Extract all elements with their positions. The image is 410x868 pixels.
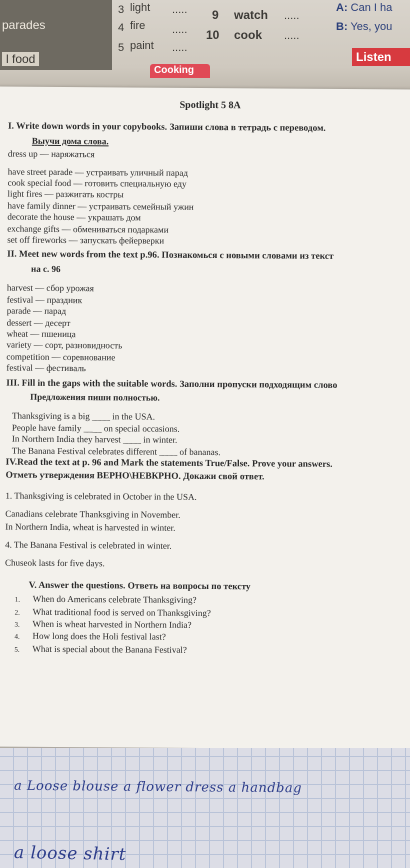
vocab-item: light fires — разжигать костры [7, 189, 124, 200]
vocab-item: dessert — десерт [6, 317, 71, 328]
statement: In Northern India, wheat is harvested in winter. [5, 521, 176, 533]
gap-sentence: People have family ____ on special occasions. [11, 422, 180, 434]
handwritten-line-2: a loose shirt [13, 843, 127, 865]
question-item: 5. What is special about the Banana Festival? [14, 643, 187, 655]
vocab-item: harvest — сбор урожая [6, 282, 94, 294]
task1-word-list [7, 149, 410, 249]
vocab-item: wheat — пшеница [6, 328, 76, 340]
question-item: 2. What traditional food is served on Thanksgiving? [14, 606, 211, 618]
gap-sentence: The Banana Festival celebrates different ____ of bananas. [11, 445, 221, 457]
task2-word-list [6, 283, 410, 377]
statement: 4. The Banana Festival is celebrated in winter. [5, 539, 172, 551]
vocab-item: cook special food — готовить специальную еду [7, 177, 187, 189]
gap-sentence: In Northern India they harvest ____ in winter. [11, 433, 178, 445]
task2-heading-cont: на с. 96 [31, 263, 61, 274]
worksheet-title: Spotlight 5 8A [179, 99, 241, 112]
dialogue-line-a: A: Can I ha [336, 2, 393, 14]
strip-word-paint: paint [130, 40, 154, 52]
question-item: 3. When is wheat harvested in Northern India? [14, 618, 192, 630]
dialogue-box [336, 2, 392, 40]
task5-heading: V. Answer the questions. Ответь на вопросы по тексту [28, 580, 251, 593]
task3-heading-cont: Предложения пиши полностью. [30, 391, 160, 403]
dotted-blank: ..... [284, 30, 300, 42]
vocab-item: exchange gifts — обмениваться подарками [7, 223, 169, 235]
strip-num-5: 5 [118, 42, 125, 54]
task3-heading: III. Fill in the gaps with the suitable words. Заполни пропуски подходящим слово [6, 378, 338, 391]
cooking-tab: Cooking [150, 64, 210, 78]
dialogue-line-b: B: Yes, you [336, 21, 393, 33]
vocab-item: festival — праздник [6, 294, 83, 305]
dotted-blank: ..... [284, 10, 300, 22]
worksheet-paper [0, 87, 410, 750]
strip-word-light: light [130, 2, 151, 14]
task4-heading: IV.Read the text at p. 96 and Mark the statements True/False. Prove your answers. [5, 457, 333, 470]
task4-heading-cont: Отметь утверждения ВЕРНО\НЕВКРНО. Докажи свой ответ. [5, 470, 265, 483]
strip-num-4: 4 [118, 22, 125, 34]
question-item: 1. When do Americans celebrate Thanksgiving? [14, 594, 197, 606]
vocab-item: festival — фестиваль [6, 362, 86, 374]
task1-subheading: Выучи дома слова. [31, 135, 109, 147]
vocab-item: decorate the house — украшать дом [7, 211, 141, 223]
gap-sentence: Thanksgiving is a big ____ in the USA. [11, 410, 156, 422]
statement: Chuseok lasts for five days. [4, 558, 105, 569]
vocab-item: have street parade — устраивать уличный парад [7, 166, 188, 178]
question-item: 4. How long does the Holi festival last? [14, 631, 166, 643]
handwritten-line-1: a Loose blouse a flower dress a handbag [13, 778, 303, 797]
dotted-blank: ..... [172, 42, 188, 54]
vocab-item: have family dinner — устраивать семейный ужин [7, 200, 194, 212]
strip-word-watch: watch [234, 8, 269, 22]
task2-heading: II. Meet new words from the text p.96. Познакомься с новыми словами из текст [7, 250, 334, 263]
textbook-page-strip [0, 0, 410, 96]
strip-word-food: l food [2, 52, 39, 66]
notebook-page [0, 748, 410, 868]
strip-word-cook: cook [234, 28, 263, 42]
task4-statement-list [5, 490, 410, 572]
strip-word-fire: fire [130, 20, 146, 32]
statement: 1. Thanksgiving is celebrated in October in the USA. [5, 490, 197, 502]
statement: Canadians celebrate Thanksgiving in November. [5, 508, 181, 521]
vocab-item: dress up — наряжаться [7, 148, 95, 160]
strip-num-3: 3 [118, 4, 125, 16]
vocab-item: set off fireworks — запускать фейерверки [7, 234, 165, 246]
strip-num-9: 9 [212, 8, 219, 22]
vocab-item: variety — сорт, разновидность [6, 339, 123, 351]
listen-tab: Listen [352, 48, 410, 66]
dotted-blank: ..... [172, 24, 188, 36]
textbook-photo-panel [0, 0, 112, 70]
task1-heading: I. Write down words in your copybooks. Запиши слова в тетрадь с переводом. [7, 122, 326, 135]
strip-num-10: 10 [206, 28, 220, 42]
strip-word-parades: parades [2, 18, 46, 32]
dotted-blank: ..... [172, 4, 188, 16]
vocab-item: parade — парад [6, 305, 67, 317]
task5-question-list [4, 594, 408, 659]
task3-sentence-list [6, 411, 410, 459]
vocab-item: competition — соревнование [6, 351, 116, 363]
